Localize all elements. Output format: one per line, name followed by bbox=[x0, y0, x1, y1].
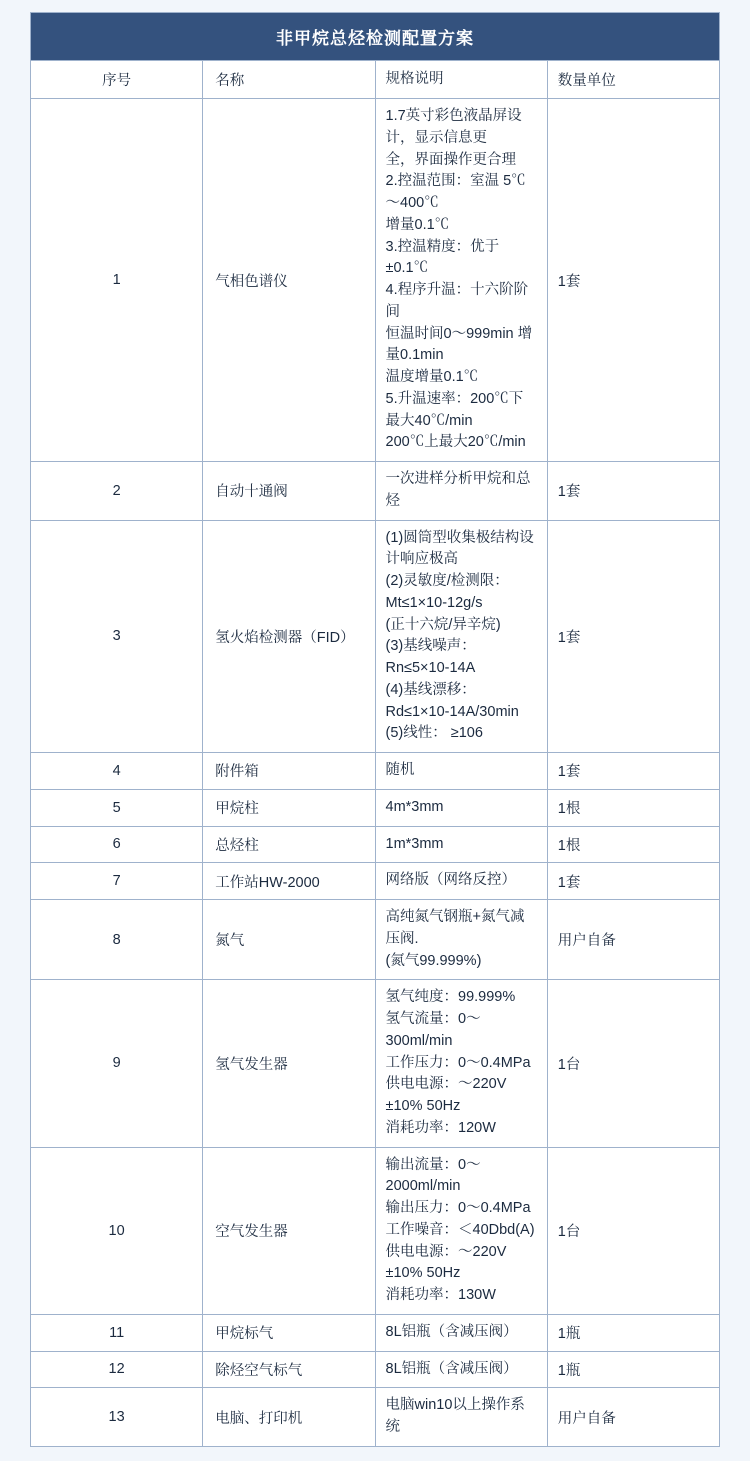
cell-index: 13 bbox=[31, 1388, 203, 1447]
spec-line: 5.升温速率：200℃下最大40℃/min bbox=[385, 390, 524, 429]
cell-index: 3 bbox=[31, 520, 203, 753]
table-head bbox=[31, 13, 720, 99]
cell-name: 氮气 bbox=[203, 900, 375, 980]
column-header-qty: 数量单位 bbox=[547, 61, 719, 99]
spec-line: 输出流量：0～2000ml/min bbox=[385, 1156, 481, 1195]
spec-line: (5)线性： ≥106 bbox=[385, 725, 483, 742]
column-header-spec: 规格说明 bbox=[375, 61, 547, 99]
spec-line: 供电电源：～220V ±10% 50Hz bbox=[385, 1243, 511, 1282]
spec-line: 消耗功率：120W bbox=[385, 1119, 496, 1136]
table-row bbox=[31, 1388, 720, 1447]
cell-spec bbox=[375, 826, 547, 863]
spec-line: 氢气纯度：99.999% bbox=[385, 989, 516, 1006]
cell-index: 6 bbox=[31, 826, 203, 863]
cell-qty: 1套 bbox=[547, 863, 719, 900]
cell-index: 10 bbox=[31, 1147, 203, 1314]
spec-line: (3)基线噪声： Rn≤5×10-14A bbox=[385, 638, 480, 676]
cell-name: 甲烷标气 bbox=[203, 1314, 375, 1351]
spec-line: 8L铝瓶（含减压阀） bbox=[385, 1360, 518, 1377]
spec-line: 网络版（网络反控） bbox=[385, 872, 516, 889]
spec-line: 工作压力：0～0.4MPa bbox=[385, 1054, 531, 1071]
cell-index: 7 bbox=[31, 863, 203, 900]
table-row bbox=[31, 753, 720, 790]
cell-spec bbox=[375, 99, 547, 462]
cell-index: 9 bbox=[31, 980, 203, 1147]
cell-index: 12 bbox=[31, 1351, 203, 1388]
cell-qty: 1套 bbox=[547, 753, 719, 790]
spec-line: (4)基线漂移： Rd≤1×10-14A/30min bbox=[385, 681, 519, 720]
spec-line: 4.程序升温：十六阶阶间 bbox=[385, 282, 529, 320]
spec-line: 电脑win10以上操作系统 bbox=[385, 1397, 525, 1435]
cell-qty: 1套 bbox=[547, 520, 719, 753]
spec-line: 200℃上最大20℃/min bbox=[385, 434, 526, 451]
cell-spec bbox=[375, 980, 547, 1147]
cell-index: 11 bbox=[31, 1314, 203, 1351]
cell-spec bbox=[375, 520, 547, 753]
cell-qty: 1台 bbox=[547, 1147, 719, 1314]
cell-qty: 用户自备 bbox=[547, 1388, 719, 1447]
cell-spec bbox=[375, 1314, 547, 1351]
table-row bbox=[31, 462, 720, 521]
cell-name: 总烃柱 bbox=[203, 826, 375, 863]
spec-line: 氢气流量：0～300ml/min bbox=[385, 1011, 481, 1049]
cell-spec bbox=[375, 863, 547, 900]
cell-name: 氢火焰检测器（FID） bbox=[203, 520, 375, 753]
cell-qty: 1套 bbox=[547, 462, 719, 521]
cell-name: 除烃空气标气 bbox=[203, 1351, 375, 1388]
cell-spec bbox=[375, 462, 547, 521]
cell-index: 2 bbox=[31, 462, 203, 521]
table-row bbox=[31, 789, 720, 826]
column-header-row bbox=[31, 61, 720, 99]
table-body bbox=[31, 99, 720, 1447]
spec-line: 3.控温精度：优于±0.1℃ bbox=[385, 238, 500, 277]
cell-spec bbox=[375, 1147, 547, 1314]
spec-line: (正十六烷/异辛烷) bbox=[385, 616, 501, 633]
spec-line: 1m*3mm bbox=[385, 835, 444, 852]
spec-line: 工作噪音：＜40Dbd(A) bbox=[385, 1221, 535, 1238]
table-row bbox=[31, 863, 720, 900]
spec-line: 8L铝瓶（含减压阀） bbox=[385, 1323, 518, 1340]
spec-line: 1.7英寸彩色液晶屏设计，显示信息更 bbox=[385, 108, 522, 146]
spec-line: 2.控温范围：室温 5℃～400℃ bbox=[385, 173, 526, 211]
title-row bbox=[31, 13, 720, 61]
cell-qty: 1瓶 bbox=[547, 1351, 719, 1388]
spec-line: 一次进样分析甲烷和总烃 bbox=[385, 471, 531, 509]
spec-line: 增量0.1℃ bbox=[385, 216, 450, 233]
cell-name: 空气发生器 bbox=[203, 1147, 375, 1314]
table-row bbox=[31, 1147, 720, 1314]
table-row bbox=[31, 520, 720, 753]
cell-qty: 1瓶 bbox=[547, 1314, 719, 1351]
column-header-name: 名称 bbox=[203, 61, 375, 99]
cell-spec bbox=[375, 789, 547, 826]
column-header-index: 序号 bbox=[31, 61, 203, 99]
spec-line: 高纯氮气钢瓶+氮气减压阀. bbox=[385, 909, 525, 947]
cell-spec bbox=[375, 1351, 547, 1388]
table-row bbox=[31, 1351, 720, 1388]
spec-line: (氮气99.999%) bbox=[385, 952, 482, 969]
spec-line: 消耗功率：130W bbox=[385, 1287, 496, 1303]
table-row bbox=[31, 826, 720, 863]
cell-name: 工作站HW-2000 bbox=[203, 863, 375, 900]
cell-spec bbox=[375, 753, 547, 790]
document-title: 非甲烷总烃检测配置方案 bbox=[31, 13, 720, 61]
spec-line: 供电电源：～220V ±10% 50Hz bbox=[385, 1076, 511, 1114]
cell-qty: 1根 bbox=[547, 789, 719, 826]
spec-line: 恒温时间0～999min 增量0.1min bbox=[385, 325, 533, 364]
cell-qty: 1套 bbox=[547, 99, 719, 462]
spec-line: 随机 bbox=[385, 762, 415, 778]
spec-line: 温度增量0.1℃ bbox=[385, 369, 479, 385]
table-row bbox=[31, 980, 720, 1147]
cell-qty: 用户自备 bbox=[547, 900, 719, 980]
cell-index: 1 bbox=[31, 99, 203, 462]
cell-name: 自动十通阀 bbox=[203, 462, 375, 521]
cell-name: 附件箱 bbox=[203, 753, 375, 790]
spec-line: 输出压力：0～0.4MPa bbox=[385, 1200, 531, 1216]
cell-qty: 1台 bbox=[547, 980, 719, 1147]
table-row bbox=[31, 1314, 720, 1351]
cell-spec bbox=[375, 1388, 547, 1447]
cell-qty: 1根 bbox=[547, 826, 719, 863]
table-row bbox=[31, 900, 720, 980]
configuration-table bbox=[30, 12, 720, 1447]
cell-name: 电脑、打印机 bbox=[203, 1388, 375, 1447]
cell-index: 5 bbox=[31, 789, 203, 826]
spec-line: (1)圆筒型收集极结构设计响应极高 bbox=[385, 529, 534, 568]
cell-name: 气相色谱仪 bbox=[203, 99, 375, 462]
cell-name: 氢气发生器 bbox=[203, 980, 375, 1147]
table-row bbox=[31, 99, 720, 462]
cell-name: 甲烷柱 bbox=[203, 789, 375, 826]
spec-line: 全，界面操作更合理 bbox=[385, 151, 516, 168]
spec-line: 4m*3mm bbox=[385, 798, 444, 815]
cell-index: 8 bbox=[31, 900, 203, 980]
cell-index: 4 bbox=[31, 753, 203, 790]
cell-spec bbox=[375, 900, 547, 980]
spec-line: (2)灵敏度/检测限： Mt≤1×10-12g/s bbox=[385, 573, 513, 611]
